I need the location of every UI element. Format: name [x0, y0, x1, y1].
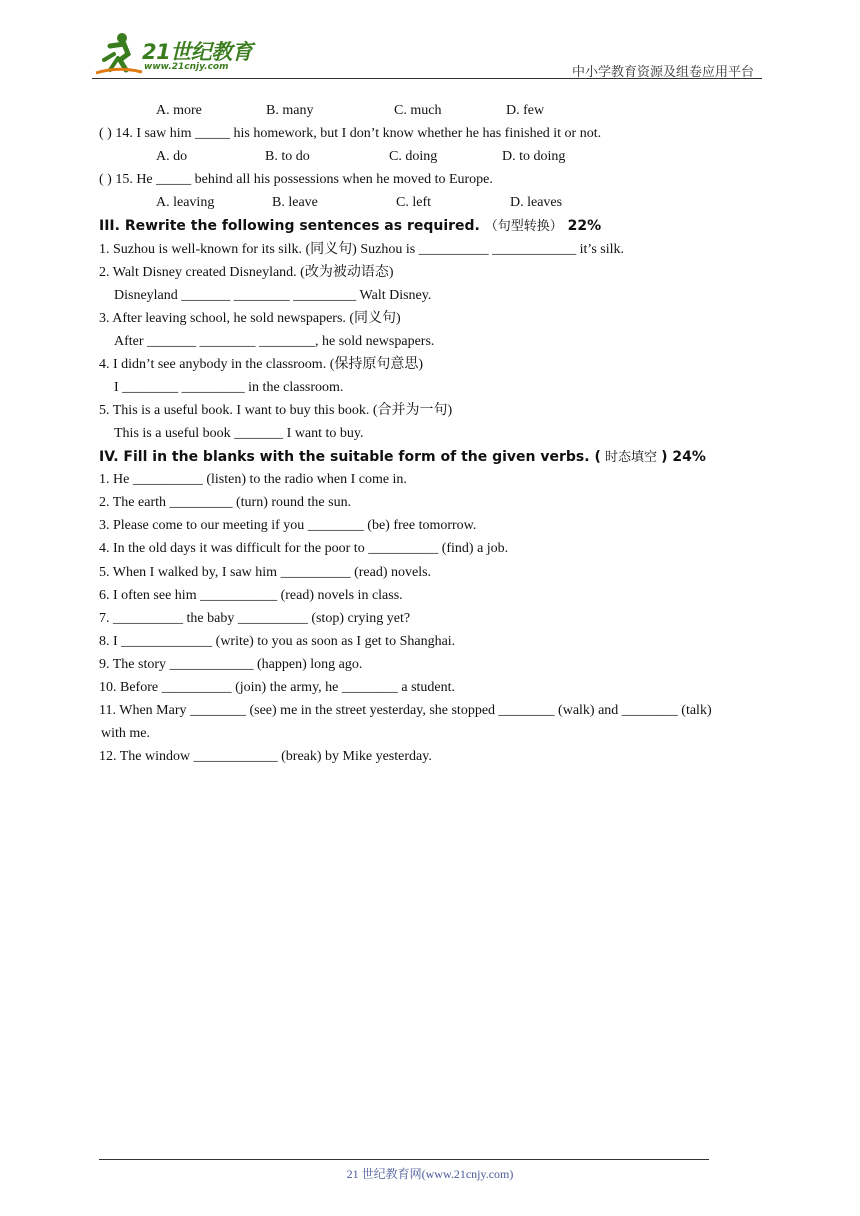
s4-line-11-cont: with me. — [101, 726, 150, 741]
q14-option-a: A. do — [156, 149, 188, 164]
s4-line-1: 1. He __________ (listen) to the radio when I come in. — [99, 472, 407, 487]
s4-line-6: 6. I often see him ___________ (read) novels in class. — [99, 588, 403, 603]
q15-option-a: A. leaving — [156, 195, 215, 210]
section-4-score: ) 24% — [661, 449, 706, 465]
q13-option-b: B. many — [266, 103, 314, 118]
section-4-title-cn: 时态填空 — [600, 450, 662, 465]
q14-option-d: D. to doing — [502, 149, 566, 164]
s3-line-8: 5. This is a useful book. I want to buy this book. (合并为一句) — [99, 403, 453, 418]
header-divider — [92, 78, 762, 79]
s4-line-9: 9. The story ____________ (happen) long ago. — [99, 657, 363, 672]
s4-line-5: 5. When I walked by, I saw him __________ (read) novels. — [99, 565, 432, 580]
section-3-title-cn: （句型转换） — [484, 219, 563, 234]
q15-option-b: B. leave — [272, 195, 318, 210]
logo — [92, 30, 262, 76]
s4-line-8: 8. I _____________ (write) to you as soon as I get to Shanghai. — [99, 634, 456, 649]
s4-line-3: 3. Please come to our meeting if you ________ (be) free tomorrow. — [99, 518, 477, 533]
page-header — [92, 30, 762, 80]
s3-line-9: This is a useful book _______ I want to buy. — [114, 426, 364, 441]
s3-line-1: 1. Suzhou is well-known for its silk. (同义句) Suzhou is __________ ____________ it’s silk. — [99, 242, 624, 257]
logo-url: www.21cnjy.com — [144, 62, 229, 72]
q13-option-d: D. few — [506, 103, 545, 118]
s4-line-4: 4. In the old days it was difficult for the poor to __________ (find) a job. — [99, 541, 509, 556]
q15-option-d: D. leaves — [510, 195, 563, 210]
s4-line-11: 11. When Mary ________ (see) me in the street yesterday, she stopped ________ (walk) and ________ (talk) — [99, 703, 712, 718]
q14-option-c: C. doing — [389, 149, 438, 164]
s4-line-2: 2. The earth _________ (turn) round the sun. — [99, 495, 352, 510]
section-3-heading — [99, 217, 601, 236]
s3-line-3: Disneyland _______ ________ _________ Walt Disney. — [114, 288, 432, 303]
q13-option-a: A. more — [156, 103, 202, 118]
s4-line-12: 12. The window ____________ (break) by Mike yesterday. — [99, 749, 432, 764]
s3-line-2: 2. Walt Disney created Disneyland. (改为被动语态) — [99, 265, 394, 280]
footer-divider — [99, 1159, 709, 1160]
logo-text: 21世纪教育 — [142, 40, 253, 64]
s3-line-7: I ________ _________ in the classroom. — [114, 380, 344, 395]
section-4-title: IV. Fill in the blanks with the suitable form of the given verbs. ( — [99, 449, 601, 465]
platform-name: 中小学教育资源及组卷应用平台 — [571, 64, 754, 79]
s3-line-5: After _______ ________ ________, he sold newspapers. — [114, 334, 435, 349]
section-3-score: 22% — [567, 218, 602, 234]
s3-line-6: 4. I didn’t see anybody in the classroom. (保持原句意思) — [99, 357, 424, 372]
s3-line-4: 3. After leaving school, he sold newspapers. (同义句) — [99, 311, 401, 326]
q13-option-c: C. much — [394, 103, 442, 118]
section-3-title: III. Rewrite the following sentences as required. — [99, 218, 480, 234]
s4-line-7: 7. __________ the baby __________ (stop) crying yet? — [99, 611, 411, 626]
section-4-heading — [99, 448, 706, 467]
footer-text: 21 世纪教育网(www.21cnjy.com) — [346, 1167, 514, 1181]
question-15: ( ) 15. He _____ behind all his possessions when he moved to Europe. — [99, 172, 493, 187]
s4-line-10: 10. Before __________ (join) the army, he ________ a student. — [99, 680, 456, 695]
q14-option-b: B. to do — [265, 149, 310, 164]
q15-option-c: C. left — [396, 195, 431, 210]
runner-logo-icon — [92, 30, 144, 76]
question-14: ( ) 14. I saw him _____ his homework, but I don’t know whether he has finished it or not. — [99, 126, 602, 141]
